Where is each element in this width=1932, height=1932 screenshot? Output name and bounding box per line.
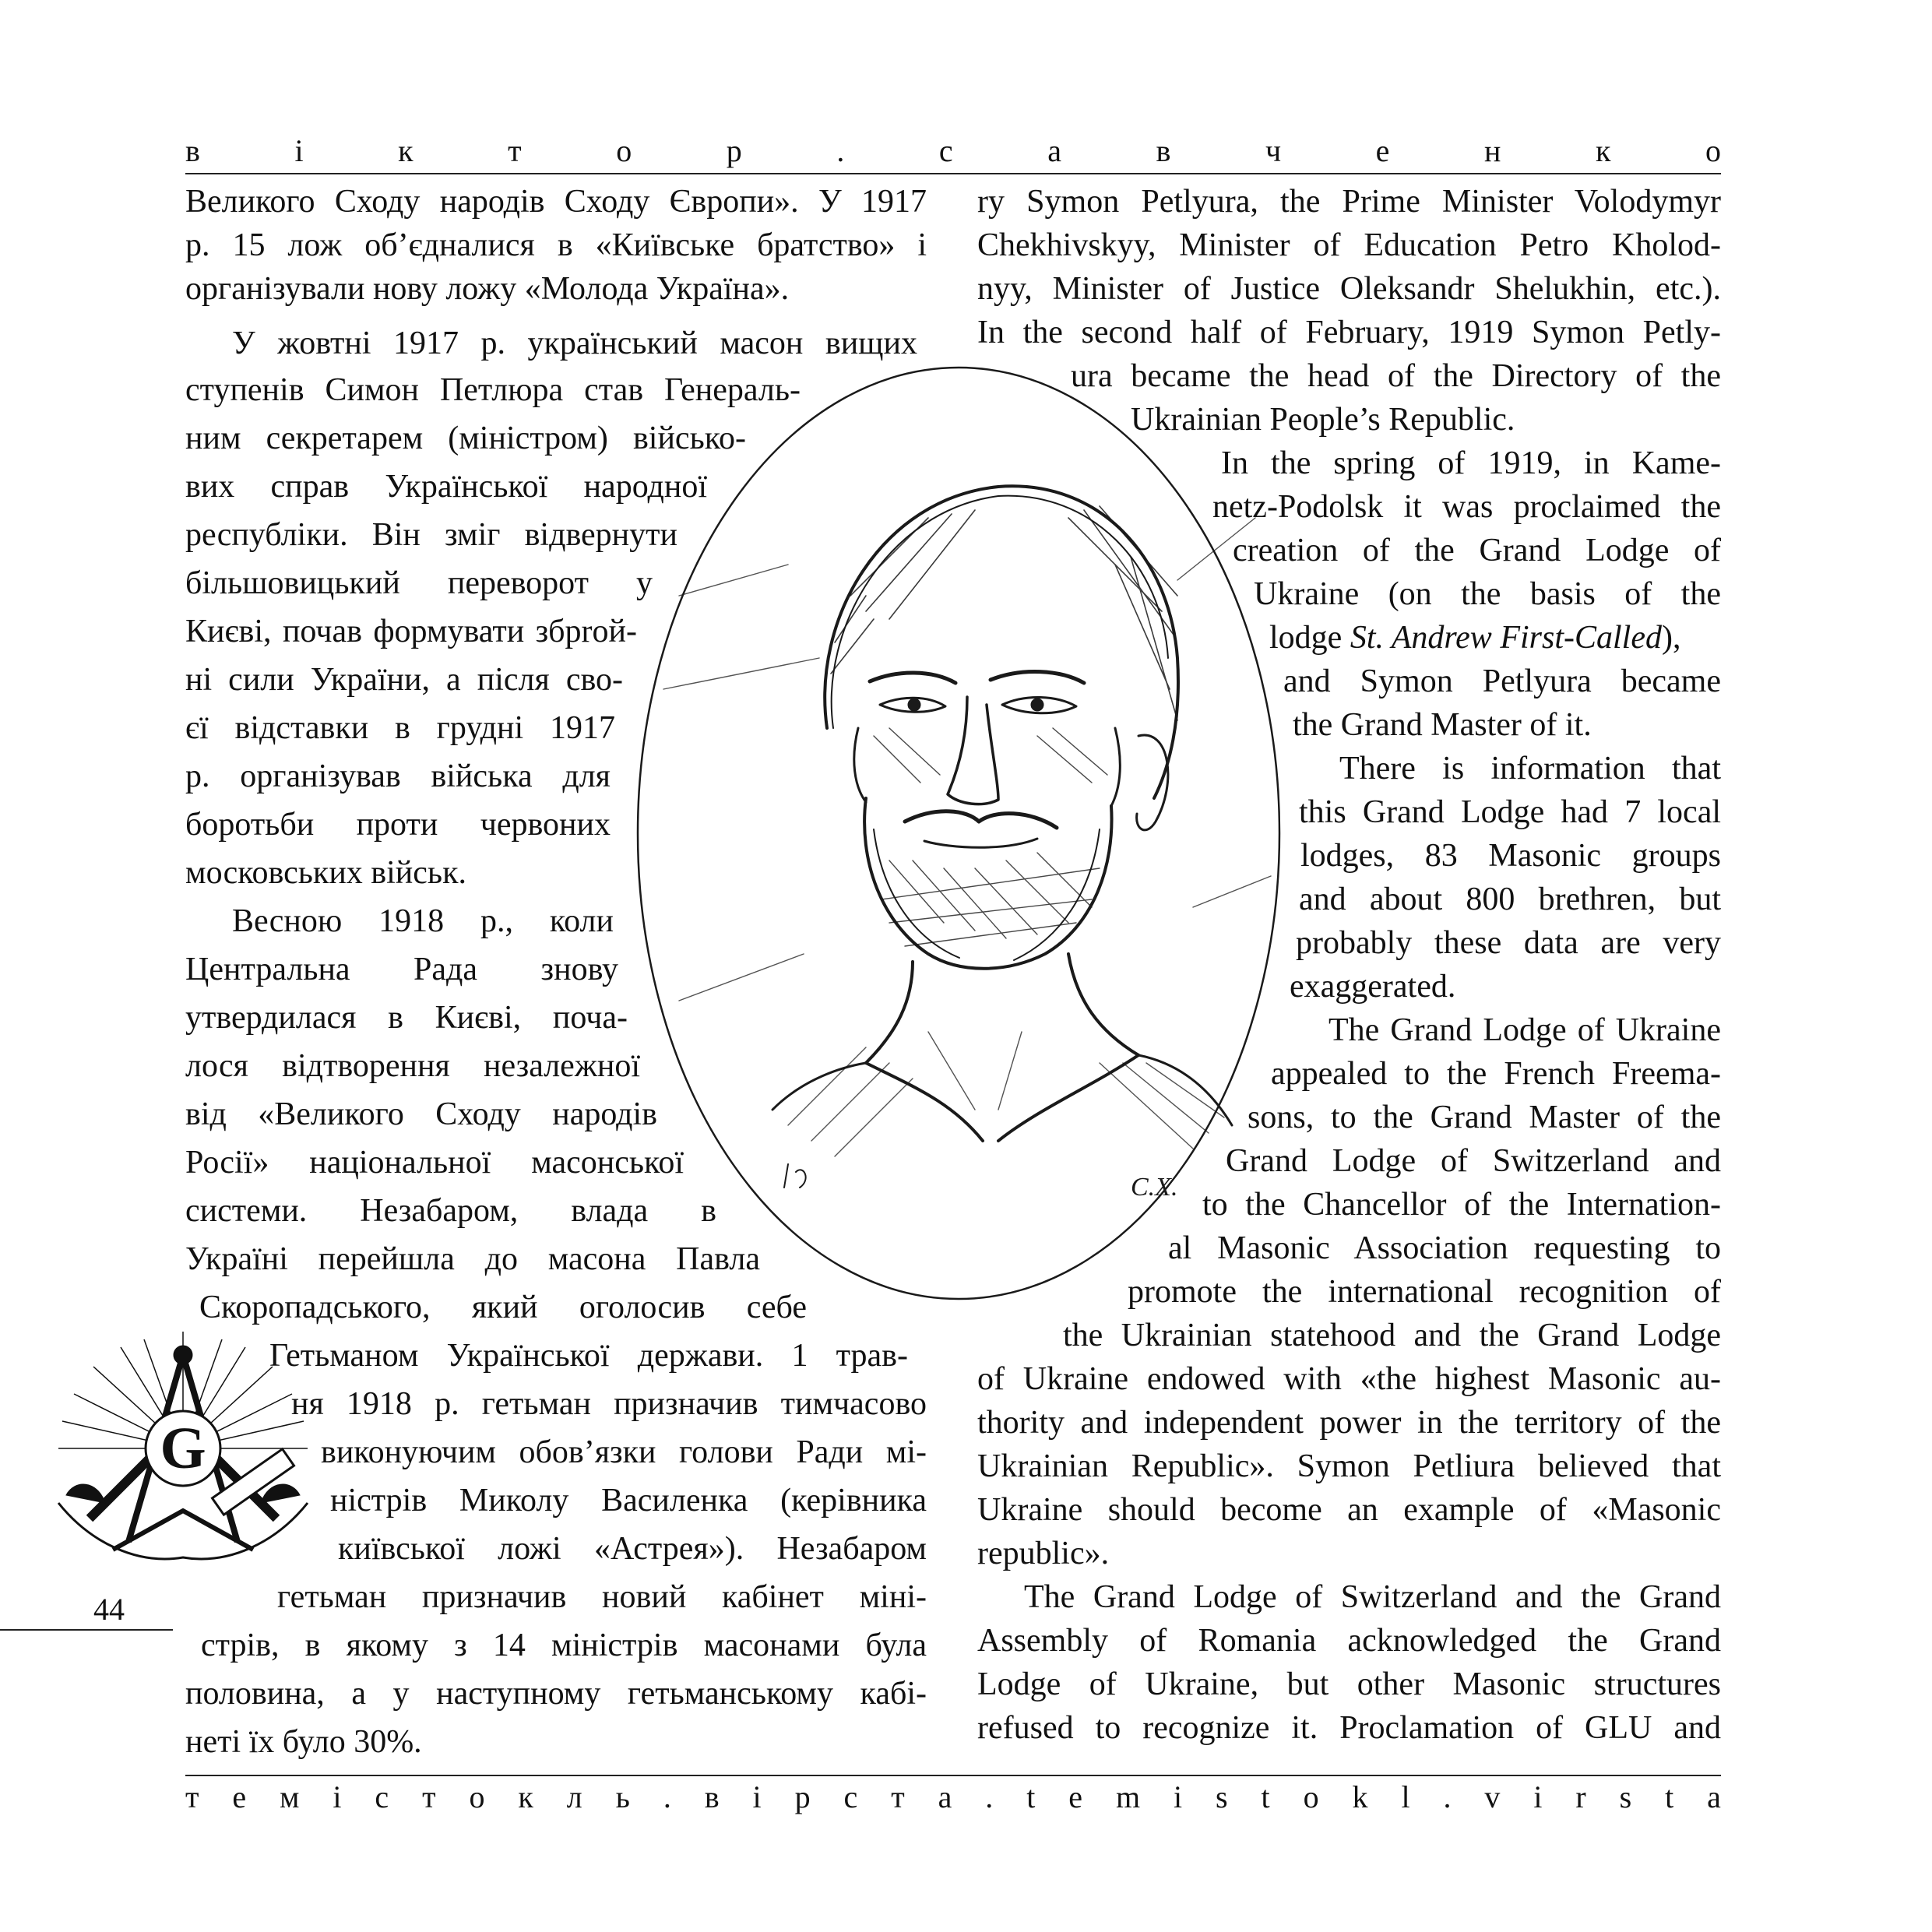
left-line: московських військ. <box>185 855 466 891</box>
footer-letter: е <box>232 1779 247 1814</box>
right-line: and about 800 brethren, but <box>1299 882 1721 917</box>
left-line: утвердилася в Києві, поча- <box>185 1000 628 1036</box>
right-line: al Masonic Association requesting to <box>1168 1230 1721 1266</box>
left-line: половина, а у наступному гетьманському кабі- <box>185 1676 927 1712</box>
header-letter: о <box>616 133 632 168</box>
left-line: Весною 1918 р., коли <box>232 903 614 939</box>
footer-letter: a <box>1707 1779 1721 1814</box>
page-number: 44 <box>93 1592 125 1627</box>
left-line: організували нову ложу «Молода Україна». <box>185 271 790 307</box>
left-line: республіки. Він зміг відвернути <box>185 517 677 553</box>
left-line: Центральна Рада знову <box>185 952 618 987</box>
header-letter: і <box>294 133 304 168</box>
right-line <box>1269 618 1721 657</box>
left-line: Росії» національної масонської <box>185 1145 684 1181</box>
right-line: the Ukrainian statehood and the Grand Lodge <box>1063 1318 1721 1353</box>
left-line: Великого Сходу народів Сходу Європи». У 1917 <box>185 184 927 220</box>
right-line: Grand Lodge of Switzerland and <box>1226 1143 1721 1179</box>
right-line: Ukraine (on the basis of the <box>1254 576 1721 612</box>
footer-letter: к <box>518 1779 533 1814</box>
footer-letter: ь <box>615 1779 630 1814</box>
left-line: р. організував війська для <box>185 758 611 794</box>
footer-letter: т <box>422 1779 436 1814</box>
right-line: In the spring of 1919, in Kame- <box>1221 445 1721 481</box>
footer-letter: і <box>333 1779 342 1814</box>
right-line: the Grand Master of it. <box>1293 707 1592 743</box>
footer-letter: . <box>1443 1779 1452 1814</box>
right-line: republic». <box>977 1536 1110 1571</box>
left-line: ністрів Миколу Василенка (керівника <box>330 1483 927 1519</box>
footer-letter: t <box>1261 1779 1270 1814</box>
right-line: refused to recognize it. Proclamation of GLU and <box>977 1710 1721 1746</box>
right-line: creation of the Grand Lodge of <box>1233 533 1721 568</box>
footer-letter: с <box>843 1779 858 1814</box>
right-line: The Grand Lodge of Ukraine <box>1328 1012 1721 1048</box>
right-line: ry Symon Petlyura, the Prime Minister Volodymyr <box>977 184 1721 220</box>
footer-letter: л <box>566 1779 582 1814</box>
footer-letter: e <box>1068 1779 1083 1814</box>
right-line: exaggerated. <box>1290 969 1456 1005</box>
masonic-emblem-icon <box>43 1324 323 1589</box>
left-line: київської ложі «Астрея»). Незабаром <box>338 1531 927 1567</box>
footer-letter: т <box>891 1779 905 1814</box>
footer-letter: i <box>1533 1779 1543 1814</box>
left-line: виконуючим обов’язки голови Ради мі- <box>321 1434 927 1470</box>
footer-letter: s <box>1619 1779 1632 1814</box>
header-letter: о <box>1705 133 1721 168</box>
header-letter: е <box>1375 133 1390 168</box>
left-line: ні сили України, а після сво- <box>185 662 623 698</box>
header-letter: т <box>508 133 522 168</box>
header-letter: к <box>1595 133 1611 168</box>
footer-letter: t <box>1665 1779 1674 1814</box>
emblem-letter: G <box>160 1416 206 1481</box>
left-line: вих справ Української народної <box>185 469 707 505</box>
portrait-signature: С.Х. <box>1131 1173 1178 1202</box>
right-line: sons, to the Grand Master of the <box>1248 1100 1721 1135</box>
footer-letter: р <box>794 1779 811 1814</box>
lodge-text-after: ), <box>1661 620 1681 656</box>
right-line: In the second half of February, 1919 Symon Petly- <box>977 315 1721 350</box>
right-line: Assembly of Romania acknowledged the Grand <box>977 1623 1721 1659</box>
right-line: promote the international recognition of <box>1128 1274 1721 1310</box>
right-line: The Grand Lodge of Switzerland and the Grand <box>1024 1579 1721 1615</box>
right-line: appealed to the French Freema- <box>1271 1056 1721 1092</box>
right-line: Chekhivskyy, Minister of Education Petro Kholod- <box>977 227 1721 263</box>
header-letter: . <box>836 133 845 168</box>
header-rule <box>185 173 1721 174</box>
lodge-text: lodge <box>1269 620 1350 656</box>
header-letter: р <box>726 133 742 168</box>
footer-letter: s <box>1216 1779 1228 1814</box>
footer-letter: о <box>469 1779 485 1814</box>
left-line: ня 1918 р. гетьман призначив тимчасово <box>291 1386 927 1422</box>
right-line: and Symon Petlyura became <box>1283 663 1721 699</box>
page-number-rule <box>0 1629 173 1631</box>
left-line: єї відставки в грудні 1917 <box>185 710 615 746</box>
footer-letter: . <box>985 1779 994 1814</box>
left-line: боротьби проти червоних <box>185 807 611 843</box>
footer-rule <box>185 1775 1721 1776</box>
left-line: Україні перейшла до масона Павла <box>185 1241 760 1277</box>
header-letter: н <box>1484 133 1501 168</box>
header-letter: а <box>1047 133 1061 168</box>
left-line: неті їх було 30%. <box>185 1724 422 1760</box>
footer-letter: с <box>375 1779 389 1814</box>
right-line: netz-Podolsk it was proclaimed the <box>1212 489 1721 525</box>
left-line: стрів, в якому з 14 міністрів масонами була <box>201 1628 927 1663</box>
right-line: ura became the head of the Directory of the <box>1071 358 1721 394</box>
footer-letter: m <box>1115 1779 1141 1814</box>
footer-letter: v <box>1484 1779 1501 1814</box>
footer-letter: i <box>1174 1779 1183 1814</box>
footer-letter: k <box>1352 1779 1368 1814</box>
footer-letter: і <box>752 1779 762 1814</box>
footer-letter: o <box>1303 1779 1319 1814</box>
right-line: Ukraine should become an example of «Masonic <box>977 1492 1721 1528</box>
right-line: thority and independent power in the territory of the <box>977 1405 1721 1441</box>
header-letter: в <box>185 133 200 168</box>
right-line: Ukrainian Republic». Symon Petliura believed that <box>977 1448 1721 1484</box>
right-line: There is information that <box>1339 751 1721 787</box>
left-line: системи. Незабаром, влада в <box>185 1193 716 1229</box>
right-line: Ukrainian People’s Republic. <box>1131 402 1515 438</box>
lodge-name-italic: St. Andrew First-Called <box>1350 620 1662 656</box>
footer-letter: l <box>1401 1779 1410 1814</box>
left-line: р. 15 лож об’єдналися в «Київське братство» і <box>185 227 927 263</box>
running-footer <box>185 1779 1721 1816</box>
right-line: lodges, 83 Masonic groups <box>1300 838 1721 874</box>
right-line: Lodge of Ukraine, but other Masonic structures <box>977 1666 1721 1702</box>
left-line: ним секретарем (міністром) військо- <box>185 421 746 456</box>
footer-letter: t <box>1026 1779 1036 1814</box>
header-letter: в <box>1156 133 1171 168</box>
right-line: of Ukraine endowed with «the highest Masonic au- <box>977 1361 1721 1397</box>
left-line: більшовицький переворот у <box>185 565 653 601</box>
left-line: гетьман призначив новий кабінет міні- <box>277 1579 927 1615</box>
left-line: У жовтні 1917 р. український масон вищих <box>232 326 917 361</box>
right-line: this Grand Lodge had 7 local <box>1299 794 1721 830</box>
running-header <box>185 132 1721 170</box>
header-letter: к <box>398 133 413 168</box>
portrait-illustration <box>632 362 1285 1304</box>
left-line: від «Великого Сходу народів <box>185 1096 657 1132</box>
footer-letter: а <box>938 1779 952 1814</box>
footer-letter: т <box>185 1779 199 1814</box>
left-line: Скоропадського, який оголосив себе <box>199 1290 807 1325</box>
footer-letter: . <box>663 1779 671 1814</box>
left-line: Києві, почав формувати збрrой- <box>185 614 637 649</box>
right-line: nyy, Minister of Justice Oleksandr Shelukhin, etc.). <box>977 271 1721 307</box>
header-letter: ч <box>1265 133 1282 168</box>
footer-letter: в <box>704 1779 720 1814</box>
left-line: лося відтворення незалежної <box>185 1048 640 1084</box>
left-line: Гетьманом Української держави. 1 трав- <box>269 1338 908 1374</box>
footer-letter: м <box>280 1779 300 1814</box>
left-line: ступенів Симон Петлюра став Генераль- <box>185 372 801 408</box>
right-line: probably these data are very <box>1296 925 1721 961</box>
header-letter: с <box>938 133 953 168</box>
footer-letter: r <box>1575 1779 1586 1814</box>
right-line: to the Chancellor of the Internation- <box>1202 1187 1721 1223</box>
